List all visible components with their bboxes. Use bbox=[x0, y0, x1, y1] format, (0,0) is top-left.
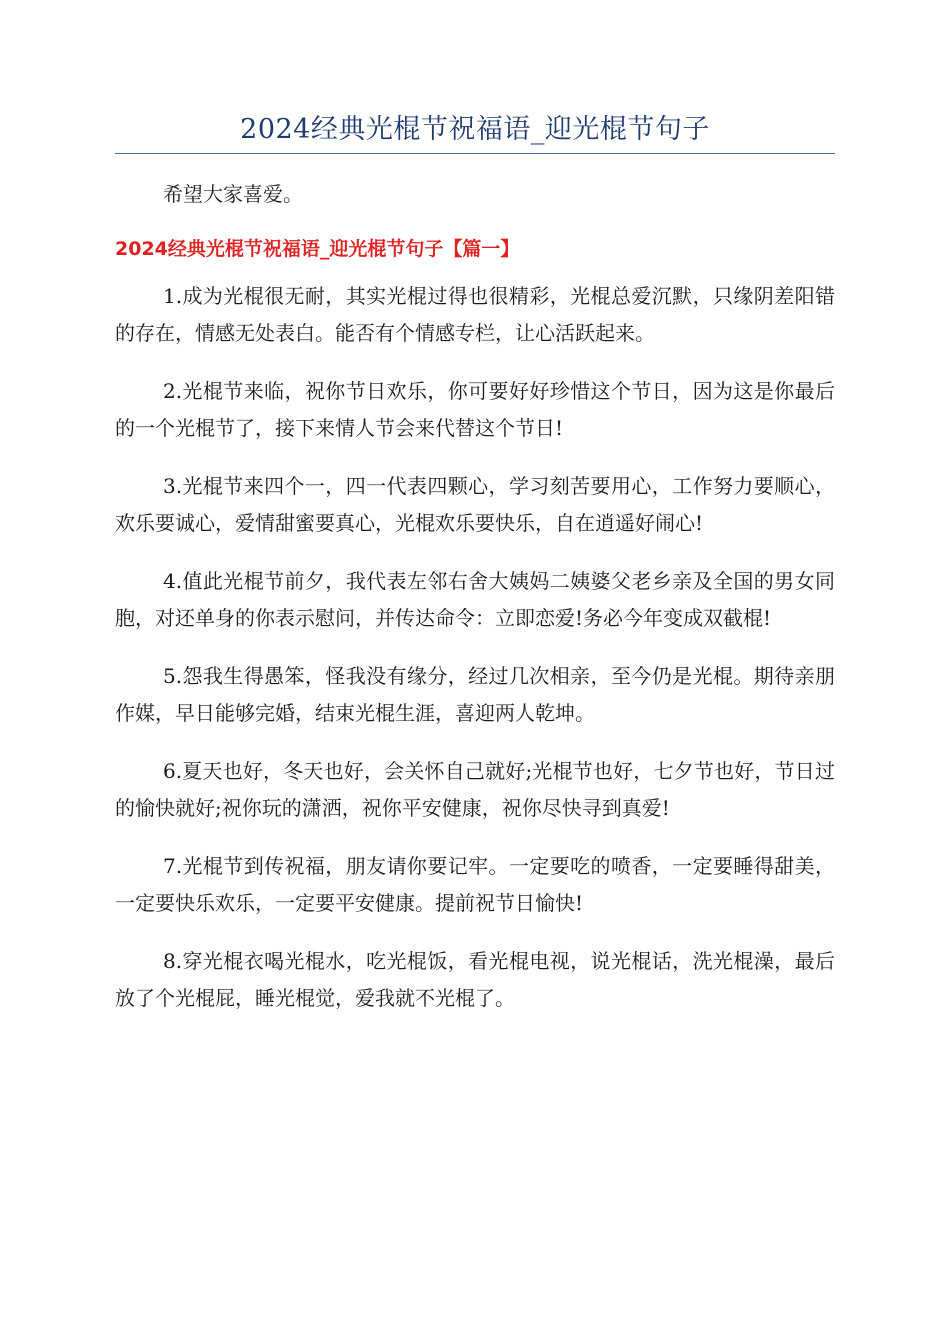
section-heading: 2024经典光棍节祝福语_迎光棍节句子【篇一】 bbox=[115, 238, 520, 260]
title-underline bbox=[115, 153, 835, 154]
blessing-item-3: 3.光棍节来四个一，四一代表四颗心，学习刻苦要用心，工作努力要顺心，欢乐要诚心，爱情甜蜜要真心，光棍欢乐要快乐，自在逍遥好闹心! bbox=[115, 474, 835, 535]
page-title: 2024经典光棍节祝福语_迎光棍节句子 bbox=[240, 114, 710, 145]
blessing-item-2: 2.光棍节来临，祝你节日欢乐，你可要好好珍惜这个节日，因为这是你最后的一个光棍节了，接下来情人节会来代替这个节日! bbox=[115, 379, 835, 440]
blessing-item-5: 5.怨我生得愚笨，怪我没有缘分，经过几次相亲，至今仍是光棍。期待亲朋作媒，早日能够完婚，结束光棍生涯，喜迎两人乾坤。 bbox=[115, 664, 835, 725]
blessing-list bbox=[115, 278, 835, 1038]
intro-paragraph: 希望大家喜爱。 bbox=[163, 182, 303, 206]
blessing-item-1: 1.成为光棍很无耐，其实光棍过得也很精彩，光棍总爱沉默，只缘阴差阳错的存在，情感无处表白。能否有个情感专栏，让心活跃起来。 bbox=[115, 284, 835, 345]
blessing-item-8: 8.穿光棍衣喝光棍水，吃光棍饭，看光棍电视，说光棍话，洗光棍澡，最后放了个光棍屁，睡光棍觉，爱我就不光棍了。 bbox=[115, 949, 835, 1010]
blessing-item-6: 6.夏天也好，冬天也好，会关怀自己就好;光棍节也好，七夕节也好，节日过的愉快就好;祝你玩的潇洒，祝你平安健康，祝你尽快寻到真爱! bbox=[115, 759, 835, 820]
blessing-item-4: 4.值此光棍节前夕，我代表左邻右舍大姨妈二姨婆父老乡亲及全国的男女同胞，对还单身的你表示慰问，并传达命令：立即恋爱!务必今年变成双截棍! bbox=[115, 569, 835, 630]
blessing-item-7: 7.光棍节到传祝福，朋友请你要记牢。一定要吃的喷香，一定要睡得甜美，一定要快乐欢乐，一定要平安健康。提前祝节日愉快! bbox=[115, 854, 835, 915]
